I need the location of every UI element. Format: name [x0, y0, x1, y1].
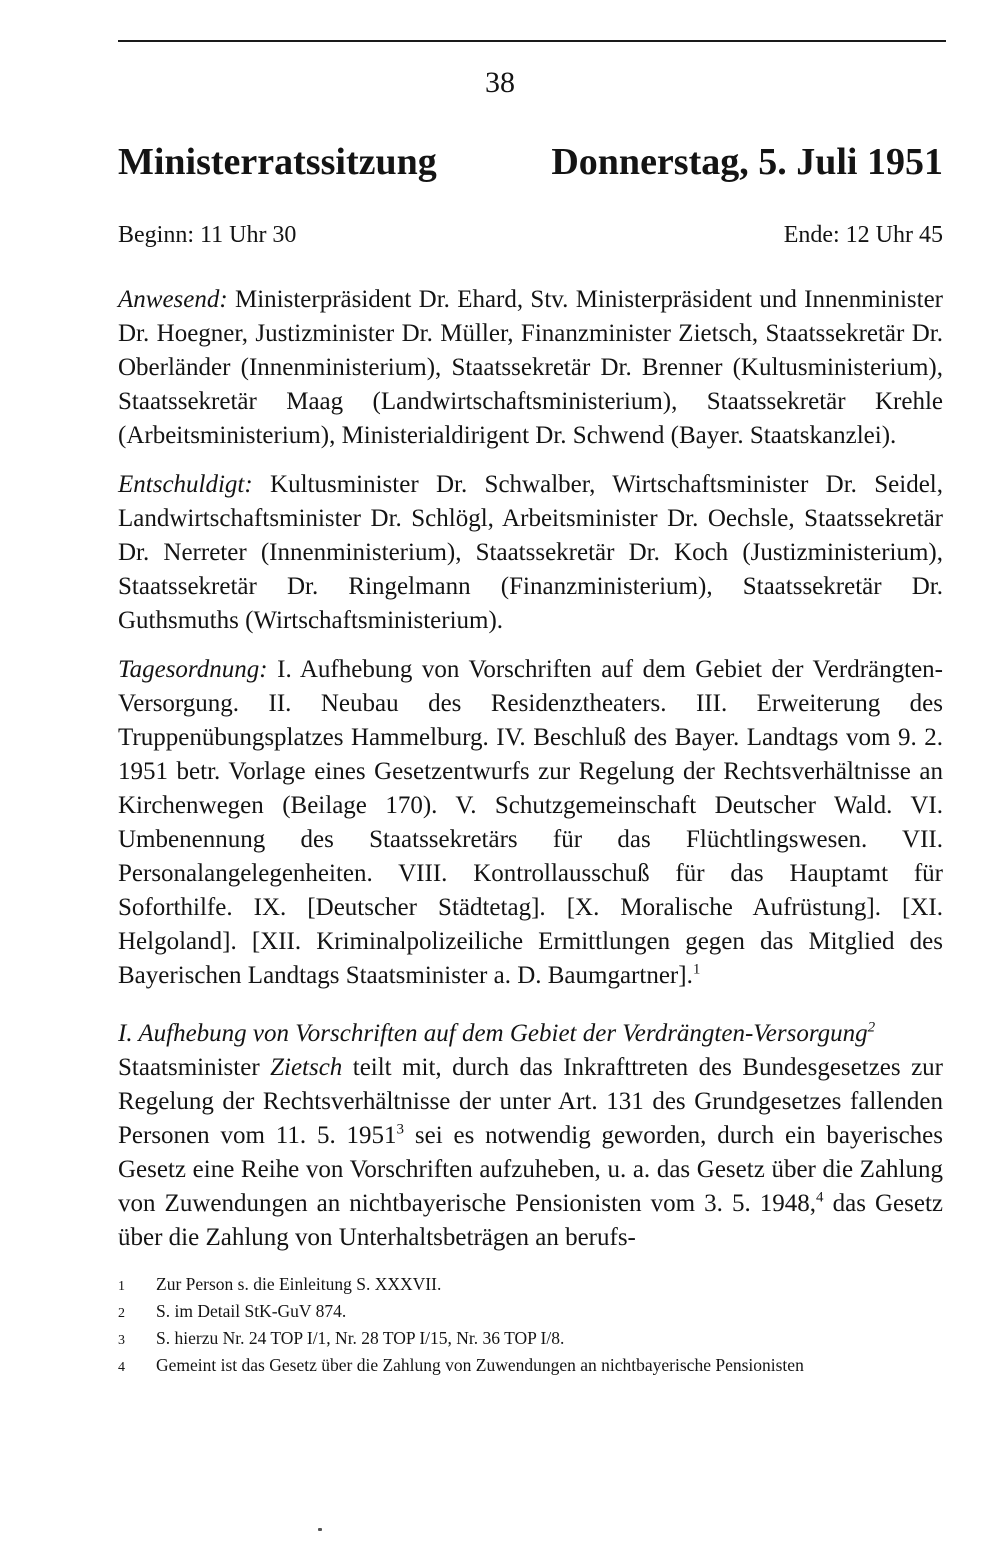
excused-label: Entschuldigt: — [118, 471, 253, 498]
section-heading-text: I. Aufhebung von Vorschriften auf dem Gebiet der Verdrängten-Versorgung — [118, 1020, 868, 1047]
document-number: 38 — [485, 66, 515, 99]
footnote-number: 2 — [118, 1306, 125, 1321]
begin-time: Beginn: 11 Uhr 30 — [118, 222, 297, 248]
footnote-ref-4[interactable]: 4 — [816, 1189, 824, 1206]
footnotes — [118, 1272, 943, 1380]
session-title: Ministerratssitzung — [118, 141, 437, 183]
session-header — [118, 140, 943, 184]
footnote — [118, 1272, 943, 1299]
present-label: Anwesend: — [118, 286, 228, 313]
footnote-text: Gemeint ist das Gesetz über die Zahlung von Zuwendungen an nichtbayerische Pensionisten — [156, 1355, 804, 1375]
agenda-text: I. Aufhebung von Vorschriften auf dem Gebiet der Verdrängten-Versorgung. II. Neubau des Residenztheaters. III. Erweiterung des Truppenübungsplatzes Hammelburg. IV. Beschluß des Bayer. Landtags vom 9. 2. 1951 betr. Vorlage eines Gesetzentwurfs zur Regelung der Rechtsverhältnisse an Kirchenwegen (Beilage 170). V. Schutzgemeinschaft Deutscher Wald. VI. Umbenennung des Staatssekretärs für das Flüchtlingswesen. VII. Personalangelegenheiten. VIII. Kontrollausschuß für das Hauptamt für Soforthilfe. IX. [Deutscher Städtetag]. [X. Moralische Aufrüstung]. [XI. Helgoland]. [XII. Kriminalpolizeiliche Ermittlungen gegen das Mitglied des Bayerischen Landtags Staatsminister a. D. Baumgartner]. — [118, 656, 943, 989]
footnote-text: Zur Person s. die Einleitung S. XXXVII. — [156, 1274, 442, 1294]
end-time: Ende: 12 Uhr 45 — [783, 222, 943, 248]
speaker-name: Zietsch — [270, 1054, 343, 1081]
excused-paragraph — [118, 468, 943, 638]
excused-text: Kultusminister Dr. Schwalber, Wirtschaftsminister Dr. Seidel, Landwirtschaftsminister Dr. Schlögl, Arbeitsminister Dr. Oechsle, Staatssekretär Dr. Nerreter (Innenministerium), Staatssekretär Dr. Koch (Justizministerium), Staatssekretär Dr. Ringelmann (Finanzministerium), Staatssekretär Dr. Guthsmuths (Wirtschaftsministerium). — [118, 471, 943, 634]
agenda-paragraph — [118, 653, 943, 993]
footnote-number: 3 — [118, 1333, 125, 1348]
footnote-text: S. im Detail StK-GuV 874. — [156, 1301, 347, 1321]
footnote — [118, 1326, 943, 1353]
footnote-ref-2[interactable]: 2 — [867, 1019, 876, 1036]
footnote-number: 1 — [118, 1279, 125, 1294]
section-text-d: das Gesetz über die Zahlung von Unterhaltsbeträgen an berufs- — [118, 1190, 944, 1251]
footnote — [118, 1299, 943, 1326]
agenda-label: Tagesordnung: — [118, 656, 268, 683]
present-paragraph — [118, 283, 943, 453]
footnote-text: S. hierzu Nr. 24 TOP I/1, Nr. 28 TOP I/15, Nr. 36 TOP I/8. — [156, 1328, 565, 1348]
document-body — [118, 283, 943, 1255]
header-rule — [118, 40, 946, 42]
section-paragraph — [118, 1051, 943, 1255]
section-heading — [118, 1017, 943, 1051]
section-text-b: teilt mit, durch das Inkrafttreten des Bundesgesetzes zur Regelung der Rechtsverhältnisse der unter Art. 131 des Grundgesetzes fallenden Personen vom 11. 5. 1951 — [118, 1054, 943, 1149]
footnote-ref-3[interactable]: 3 — [396, 1121, 405, 1138]
paper-speck — [318, 1528, 322, 1531]
footnote-number: 4 — [118, 1360, 125, 1375]
footnote-ref-1[interactable]: 1 — [692, 961, 701, 978]
present-text: Ministerpräsident Dr. Ehard, Stv. Ministerpräsident und Innenminister Dr. Hoegner, Justizminister Dr. Müller, Finanzminister Zietsch, Staatssekretär Dr. Oberländer (Innenministerium), Staatssekretär Dr. Brenner (Kultusministerium), Staatssekretär Maag (Landwirtschaftsministerium), Staatssekretär Krehle (Arbeitsministerium), Ministerialdirigent Dr. Schwend (Bayer. Staatskanzlei). — [118, 286, 943, 449]
section-text-a: Staatsminister — [118, 1054, 271, 1081]
session-date: Donnerstag, 5. Juli 1951 — [551, 141, 943, 183]
footnote — [118, 1353, 943, 1380]
session-times — [118, 222, 943, 249]
section-text-c: sei es notwendig geworden, durch ein bayerisches Gesetz eine Reihe von Vorschriften aufzuheben, u. a. das Gesetz über die Zahlung von Zuwendungen an nichtbayerische Pensionisten vom 3. 5. 1948, — [118, 1122, 943, 1217]
